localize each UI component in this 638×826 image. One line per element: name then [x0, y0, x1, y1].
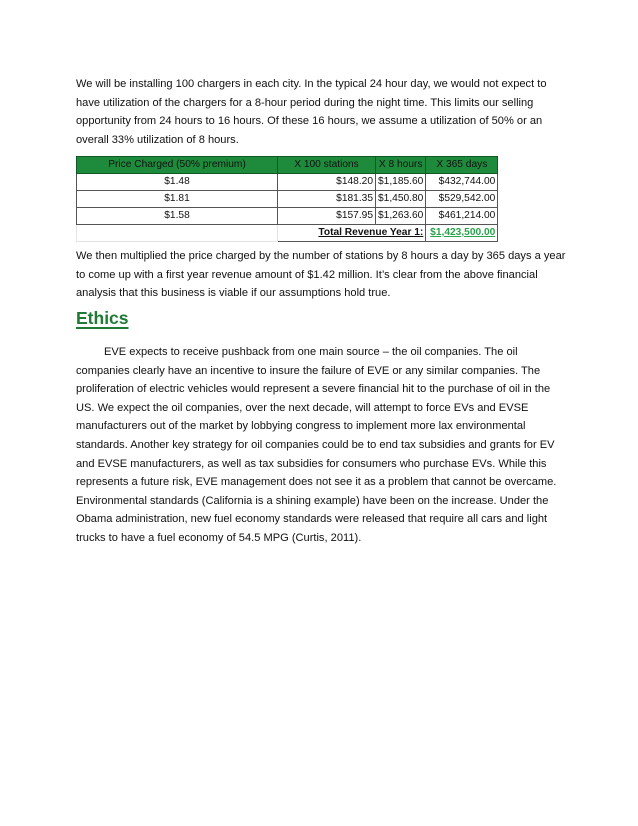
cell-price: $1.48 — [77, 174, 278, 191]
cell-stations: $148.20 — [278, 174, 376, 191]
table-row — [77, 208, 498, 225]
total-revenue-value: $1,423,500.00 — [426, 225, 498, 242]
cell-price: $1.58 — [77, 208, 278, 225]
cell-price: $1.81 — [77, 191, 278, 208]
header-price-charged: Price Charged (50% premium) — [77, 157, 278, 174]
total-revenue-label: Total Revenue Year 1: — [278, 225, 426, 242]
cell-stations: $157.95 — [278, 208, 376, 225]
header-365-days: X 365 days — [426, 157, 498, 174]
table-total-row — [77, 225, 498, 242]
cell-hours: $1,185.60 — [376, 174, 426, 191]
summary-paragraph: We then multiplied the price charged by the number of stations by 8 hours a day by 365 days a year to come up with a first year revenue amount of $1.42 million. It’s clear from the above financial analysis that this business is viable if our assumptions hold true. — [76, 250, 566, 300]
intro-paragraph: We will be installing 100 chargers in each city. In the typical 24 hour day, we would not expect to have utilization of the chargers for a 8-hour period during the night time. This limits our selling opportunity from 24 hours to 16 hours. Of these 16 hours, we assume a utilization of 50% or an overall 33% utilization of 8 hours. — [76, 78, 547, 146]
ethics-paragraph-text: EVE expects to receive pushback from one main source – the oil companies. The oil companies clearly have an incentive to insure the failure of EVE or any similar companies. The proliferation of electric vehicles would represent a severe financial hit to the purchase of oil in the US. We expect the oil companies, over the next decade, will attempt to force EVs and EVSE manufacturers out of the market by lobbying congress to implement more lax environmental standards. Another key strategy for oil companies could be to end tax subsidies and grants for EV and EVSE manufacturers, as well as tax subsidies for consumers who purchase EVs. While this represents a future risk, EVE management does not see it as a problem that cannot be overcame. Environmental standards (California is a shining example) have been on the increase. Under the Obama administration, new fuel economy standards were released that require all cars and light trucks to have a fuel economy of 54.5 MPG (Curtis, 2011). — [76, 346, 557, 544]
cell-stations: $181.35 — [278, 191, 376, 208]
cell-hours: $1,263.60 — [376, 208, 426, 225]
ethics-paragraph — [76, 343, 566, 548]
empty-cell — [77, 225, 278, 242]
table-header-row — [77, 157, 498, 174]
revenue-table — [76, 156, 498, 242]
table-row — [77, 174, 498, 191]
ethics-heading: Ethics — [76, 308, 129, 328]
cell-hours: $1,450.80 — [376, 191, 426, 208]
cell-days: $529,542.00 — [426, 191, 498, 208]
header-100-stations: X 100 stations — [278, 157, 376, 174]
header-8-hours: X 8 hours — [376, 157, 426, 174]
cell-days: $461,214.00 — [426, 208, 498, 225]
table-row — [77, 191, 498, 208]
cell-days: $432,744.00 — [426, 174, 498, 191]
